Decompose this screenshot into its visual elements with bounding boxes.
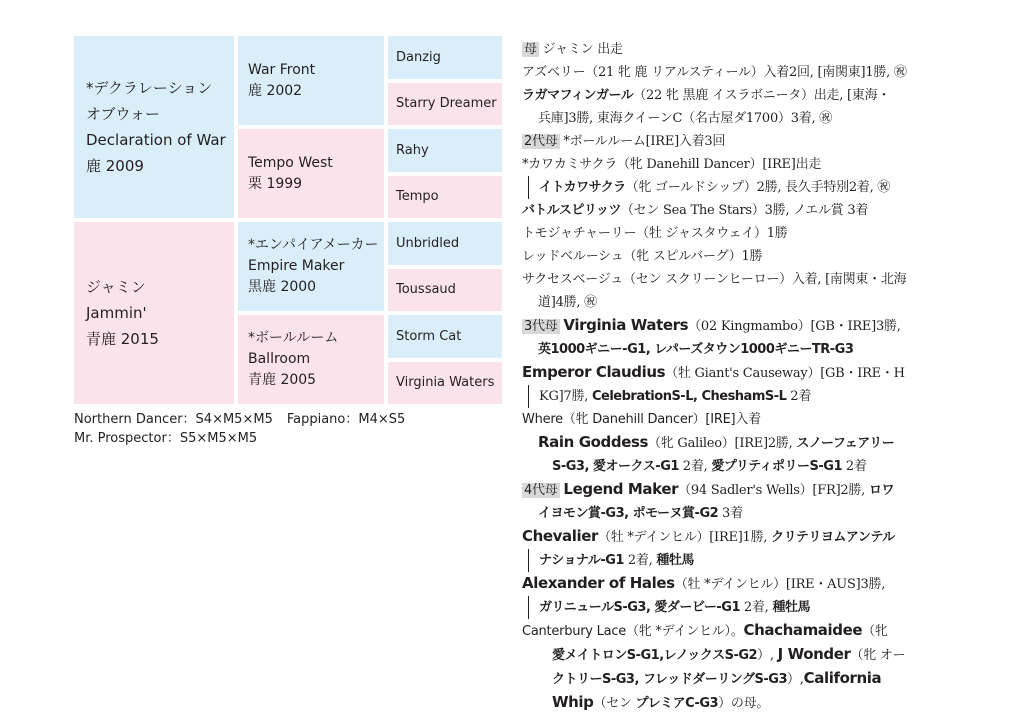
dam-cell [74,222,234,404]
bold-horse-name: Alexander of Hales [522,574,675,592]
bold-horse-name: ラガマフィンガール [522,88,634,103]
bold-horse-name: Chevalier [522,527,599,545]
bold-race-text: S-G3, 愛オークス-G1 [552,459,679,474]
dam-sire-color-year: 黒鹿 2000 [248,279,317,295]
bold-horse-name: イトカワサクラ [539,180,626,195]
family-line [522,268,952,291]
gen3-cell [388,315,502,358]
family-line [522,61,952,84]
dam-sire-name-en: Empire Maker [248,258,345,274]
gen3-cell [388,36,502,79]
family-line [522,572,952,596]
family-text-run: （02 Kingmambo）[GB・IRE]3勝, [688,319,901,334]
family-text-run: （22 牝 黒鹿 イスラボニータ）出走, [東海・ [633,88,891,103]
family-text-run: レッドベルーシュ（牝 スピルバーグ）1勝 [522,249,763,264]
bold-race-text: 愛メイトロンS-G1,レノックスS-G2 [552,648,758,663]
bold-horse-name: Legend Maker [563,480,679,498]
family-line [522,431,952,455]
sire-color-year: 鹿 2009 [86,157,144,175]
bold-horse-name: Virginia Waters [563,316,689,334]
sire-sire-color-year: 鹿 2002 [248,82,303,99]
family-text-run: 2着 [786,389,812,404]
family-line [522,199,952,222]
bold-race-text: スノーフェアリー [796,436,895,451]
sire-cell [74,36,234,218]
family-text-run: 2着, [623,553,657,568]
bold-race-text: CelebrationS-L, CheshamS-L [591,389,787,404]
gen3-name: Toussaud [396,282,456,297]
inbreeding-notes [74,410,419,448]
bold-race-text: イヨモン賞-G3, ポモーヌ賞-G2 [538,506,719,521]
inbreeding-line: Northern Dancer：S4×M5×M5 [74,412,273,427]
family-text-run: （牝 Galileo）[IRE]2勝, [648,436,797,451]
family-text-run: （牡 Giant's Causeway）[GB・IRE・H [665,366,905,381]
bold-race-text: 種牡馬 [772,600,810,615]
gen3-cell [388,129,502,172]
family-text-run: 道]4勝, ㊗ [538,295,597,310]
family-text-run: *カワカミサクラ（牝 Danehill Dancer）[IRE]出走 [522,157,822,172]
bold-horse-name: Whip [552,693,594,711]
gen3-cell [388,222,502,265]
inbreeding-line: Fappiano：M4×S5 [286,412,406,427]
family-text-run: ジャミン 出走 [542,42,623,57]
bold-race-text: ロワ [868,483,894,498]
family-line [522,338,952,361]
bold-race-text: クトリーS-G3, フレッドダーリングS-G3 [552,672,788,687]
family-line [522,84,952,107]
family-line [522,667,952,691]
family-line [522,107,952,130]
family-line [522,314,952,338]
pedigree-table [74,36,502,404]
family-line [522,691,952,715]
bold-race-text: 英1000ギニー-G1, レパーズタウン1000ギニーTR-G3 [538,342,854,357]
sire-dam-color-year: 栗 1999 [248,175,303,192]
bold-horse-name: Rain Goddess [538,433,649,451]
sire-sire-name: War Front [248,61,316,78]
bold-horse-name: California [803,669,882,687]
family-text-run: KG]7勝, [539,389,592,404]
family-text-run: （牝 ゴールドシップ）2勝, 長久手特別2着, ㊗ [625,180,891,195]
bold-horse-name: バトルスピリッツ [522,203,621,218]
family-text-run: ）の母。 [718,696,770,711]
gen3-cell [388,176,502,218]
sire-name-ja: *デクラレーション オブウォー [86,79,213,123]
family-text-run: Where（牝 Danehill Dancer）[IRE]入着 [522,412,761,427]
family-text-run: Canterbury Lace（牝 *デインヒル）。 [522,624,744,639]
bold-race-text: 種牡馬 [656,553,694,568]
family-line [522,361,952,385]
family-line [522,643,952,667]
inbreeding-line: Mr. Prospector：S5×M5×M5 [74,431,258,446]
family-line [522,245,952,268]
family-line [522,153,952,176]
family-line [528,549,952,572]
family-text-run: トモジャチャーリー（牡 ジャスタウェイ）1勝 [522,226,788,241]
family-line [522,478,952,502]
family-line [528,596,952,619]
family-text-run: ）, [787,672,804,687]
gen3-name: Danzig [396,49,441,65]
gen3-name: Starry Dreamer [396,96,497,111]
gen3-name: Rahy [396,142,429,158]
sire-name-en: Declaration of War [86,131,226,149]
gen3-cell [388,269,502,311]
family-line [522,291,952,314]
dam-dam-name-en: Ballroom [248,351,311,367]
bold-race-text: ガリニュールS-G3, 愛ダービー-G1 [539,600,741,615]
family-line [522,525,952,549]
family-text-run: 3着 [718,506,743,521]
family-line [528,176,952,199]
sire-dam-cell [238,129,384,218]
family-text-run: *ボールルーム[IRE]入着3回 [563,134,726,149]
family-text-run: （セン [593,696,636,711]
dam-sire-name-ja: *エンパイアメーカー [248,237,379,253]
gen3-name: Virginia Waters [396,375,495,390]
dam-name-en: Jammin' [86,304,147,322]
bold-race-text: プレミアC-G3 [635,696,719,711]
family-line [522,619,952,643]
family-text-run: （牝 [862,624,888,639]
family-text-run: （牡 *デインヒル）[IRE]1勝, [598,530,772,545]
gen3-name: Storm Cat [396,328,462,344]
family-line [522,130,952,153]
sire-sire-cell [238,36,384,125]
family-text-run: （セン Sea The Stars）3勝, ノエル賞 3着 [620,203,869,218]
bold-horse-name: Chachamaidee [743,621,863,639]
family-text-run: 兵庫]3勝, 東海クイーンC（名古屋ダ1700）3着, ㊗ [538,111,833,126]
gen3-name: Tempo [396,189,439,204]
family-line [528,385,952,408]
family-text [522,38,952,715]
dam-dam-cell [238,315,384,404]
generation-tag: 4代母 [524,483,558,498]
dam-dam-name-ja: *ボールルーム [248,330,339,346]
family-text-run: 2着, [678,459,712,474]
bold-race-text: クリテリヨムアンテル [771,530,895,545]
family-text-run: 2着, [740,600,773,615]
family-text-run: （94 Sadler's Wells）[FR]2勝, [678,483,869,498]
dam-color-year: 青鹿 2015 [86,330,159,348]
gen3-cell [388,362,502,404]
sire-dam-name: Tempo West [248,154,333,171]
family-line [522,222,952,245]
dam-dam-color-year: 青鹿 2005 [248,372,317,388]
family-text-run: 2着 [842,459,867,474]
bold-race-text: ナショナル-G1 [539,553,624,568]
family-text-run: ）, [757,648,778,663]
bold-race-text: 愛プリティポリーS-G1 [711,459,842,474]
family-line [522,408,952,431]
family-line [522,38,952,61]
family-text-run: （牝 オー [850,648,906,663]
gen3-cell [388,83,502,125]
family-text-run: サクセスベージュ（セン スクリーンヒーロー）入着, [南関東・北海 [522,272,907,287]
family-line [522,502,952,525]
family-line [522,455,952,478]
bold-horse-name: J Wonder [777,645,851,663]
family-text-run: アズベリー（21 牝 鹿 リアルスティール）入着2回, [南関東]1勝, ㊗ [522,65,907,80]
gen3-name: Unbridled [396,235,460,251]
bold-horse-name: Emperor Claudius [522,363,666,381]
dam-name-ja: ジャミン [86,278,146,296]
generation-tag: 3代母 [524,319,558,334]
family-text-run: （牡 *デインヒル）[IRE・AUS]3勝, [674,577,886,592]
generation-tag: 母 [524,42,537,57]
dam-sire-cell [238,222,384,311]
generation-tag: 2代母 [524,134,558,149]
